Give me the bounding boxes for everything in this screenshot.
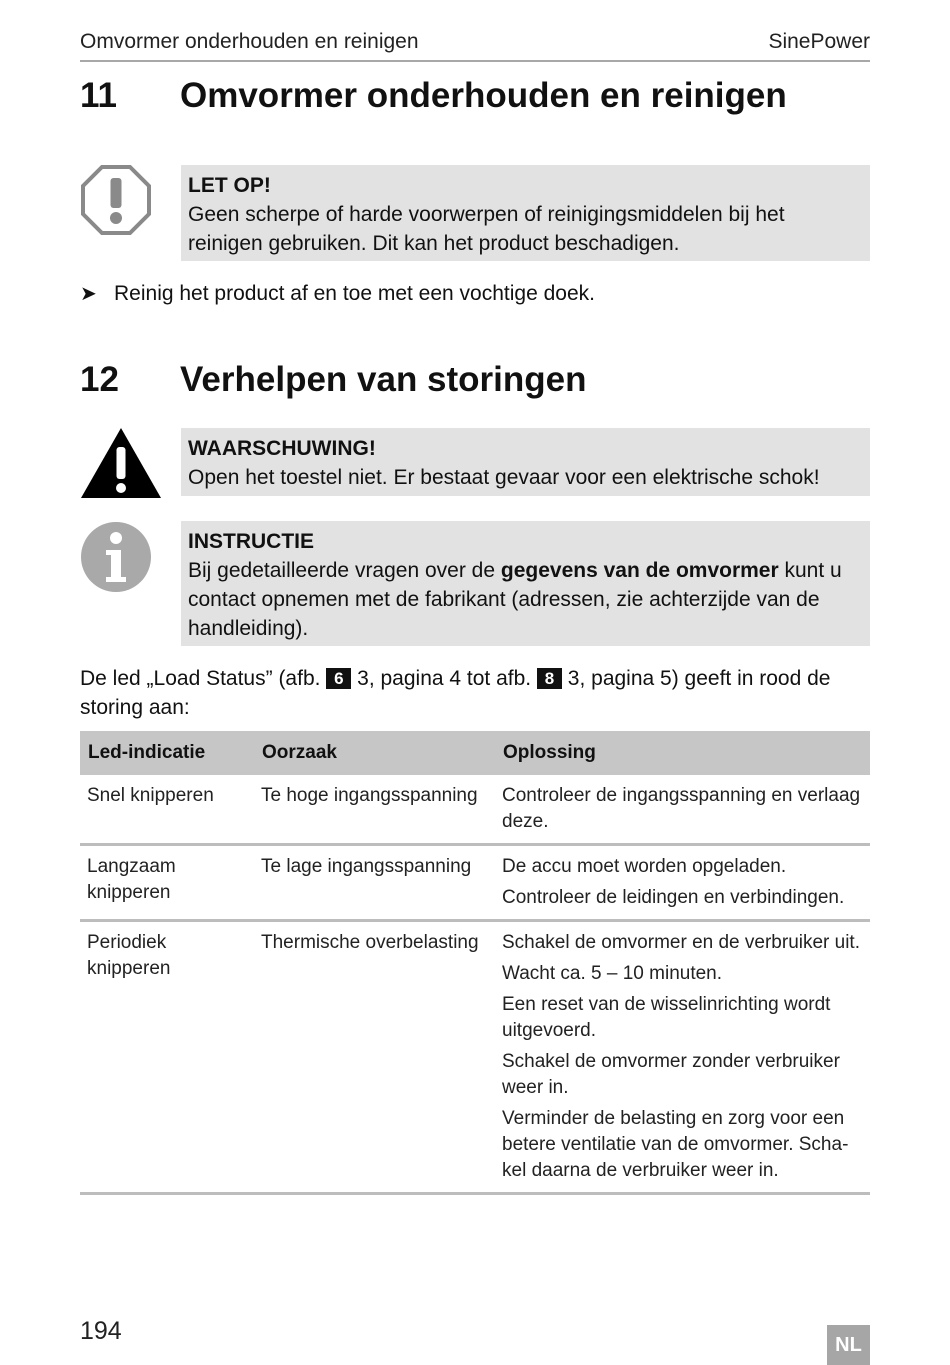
notice-box (181, 165, 870, 261)
figure-ref-6: 6 (326, 668, 351, 689)
notice-label: LET OP! (188, 174, 271, 197)
cell-indication: Snel knipperen (80, 775, 254, 845)
language-tab: NL (827, 1325, 870, 1365)
warning-box (181, 428, 870, 496)
solution-item: Een reset van de wisselinrichting wordt uitgevoerd. (502, 994, 831, 1041)
notice-text: Geen scherpe of harde voorwerpen of reinigingsmiddelen bij het reinigen gebruiken. Dit kan het product beschadigen. (188, 203, 785, 255)
solution-item: Verminder de belasting en zorg voor een betere ventilatie van de omvormer. Schakel daarna de verbruiker weer in. (502, 1108, 849, 1181)
solution-item: Controleer de leidingen en verbindingen. (502, 887, 845, 908)
warning-text: Open het toestel niet. Er bestaat gevaar voor een elektrische schok! (188, 466, 820, 489)
table-header-row (80, 731, 870, 775)
instruction-label: INSTRUCTIE (188, 530, 314, 553)
instruction-box (181, 521, 870, 646)
intro-text-3: 3, pagina 5) geeft in rood de storing aan: (80, 667, 831, 719)
header-led-indication: Led-indicatie (80, 731, 254, 775)
intro-text-1: De led „Load Status” (afb. (80, 667, 327, 690)
cell-solution (495, 775, 870, 845)
attention-octagon-icon (80, 164, 152, 236)
step-arrow-icon: ➤ (80, 283, 97, 305)
instruction-text (188, 556, 862, 643)
section-11-title: Omvormer onderhouden en reinigen (180, 76, 787, 115)
cell-solution (495, 921, 870, 1194)
cell-cause: Thermische overbelasting (254, 921, 495, 1194)
section-12-number: 12 (80, 360, 119, 399)
warning-label: WAARSCHUWING! (188, 437, 376, 460)
solution-item: Schakel de omvormer en de verbruiker uit. (502, 932, 860, 953)
table-row (80, 921, 870, 1194)
solution-item: Controleer de ingangsspanning en verlaag deze. (502, 785, 861, 832)
figure-ref-8: 8 (537, 668, 562, 689)
header-cause: Oorzaak (254, 731, 495, 775)
instruction-text-start: Bij gedetailleerde vragen over de (188, 559, 501, 582)
cell-solution (495, 845, 870, 921)
header-product-name: SinePower (768, 30, 870, 53)
header-solution: Oplossing (495, 731, 870, 775)
table-row (80, 775, 870, 845)
cell-indication: Periodiek knipperen (80, 921, 254, 1194)
section-11-number: 11 (80, 76, 117, 115)
info-icon (80, 521, 152, 593)
section-12-heading (80, 360, 870, 408)
section-11-heading (80, 76, 870, 124)
solution-item: Schakel de omvormer zonder verbruiker weer in. (502, 1051, 840, 1098)
cell-cause: Te lage ingangsspanning (254, 845, 495, 921)
page-number: 194 (80, 1317, 122, 1345)
warning-triangle-icon (80, 427, 162, 499)
step-text: Reinig het product af en toe met een vochtige doek. (114, 282, 595, 305)
instruction-text-bold: gegevens van de omvormer (500, 559, 779, 582)
cell-cause: Te hoge ingangsspanning (254, 775, 495, 845)
section-12-title: Verhelpen van storingen (180, 360, 587, 399)
solution-item: De accu moet worden opgeladen. (502, 856, 787, 877)
fault-intro-paragraph (80, 664, 870, 722)
cell-indication: Langzaam knipperen (80, 845, 254, 921)
header-chapter-title: Omvormer onderhouden en reinigen (80, 30, 419, 53)
fault-table (80, 731, 870, 1195)
intro-text-2: 3, pagina 4 tot afb. (351, 667, 537, 690)
table-row (80, 845, 870, 921)
running-header (80, 30, 870, 62)
instruction-text-end: kunt u contact opnemen met de fabrikant (adressen, zie achterzijde van de handleiding). (188, 559, 842, 640)
solution-item: Wacht ca. 5 – 10 minuten. (502, 963, 723, 984)
